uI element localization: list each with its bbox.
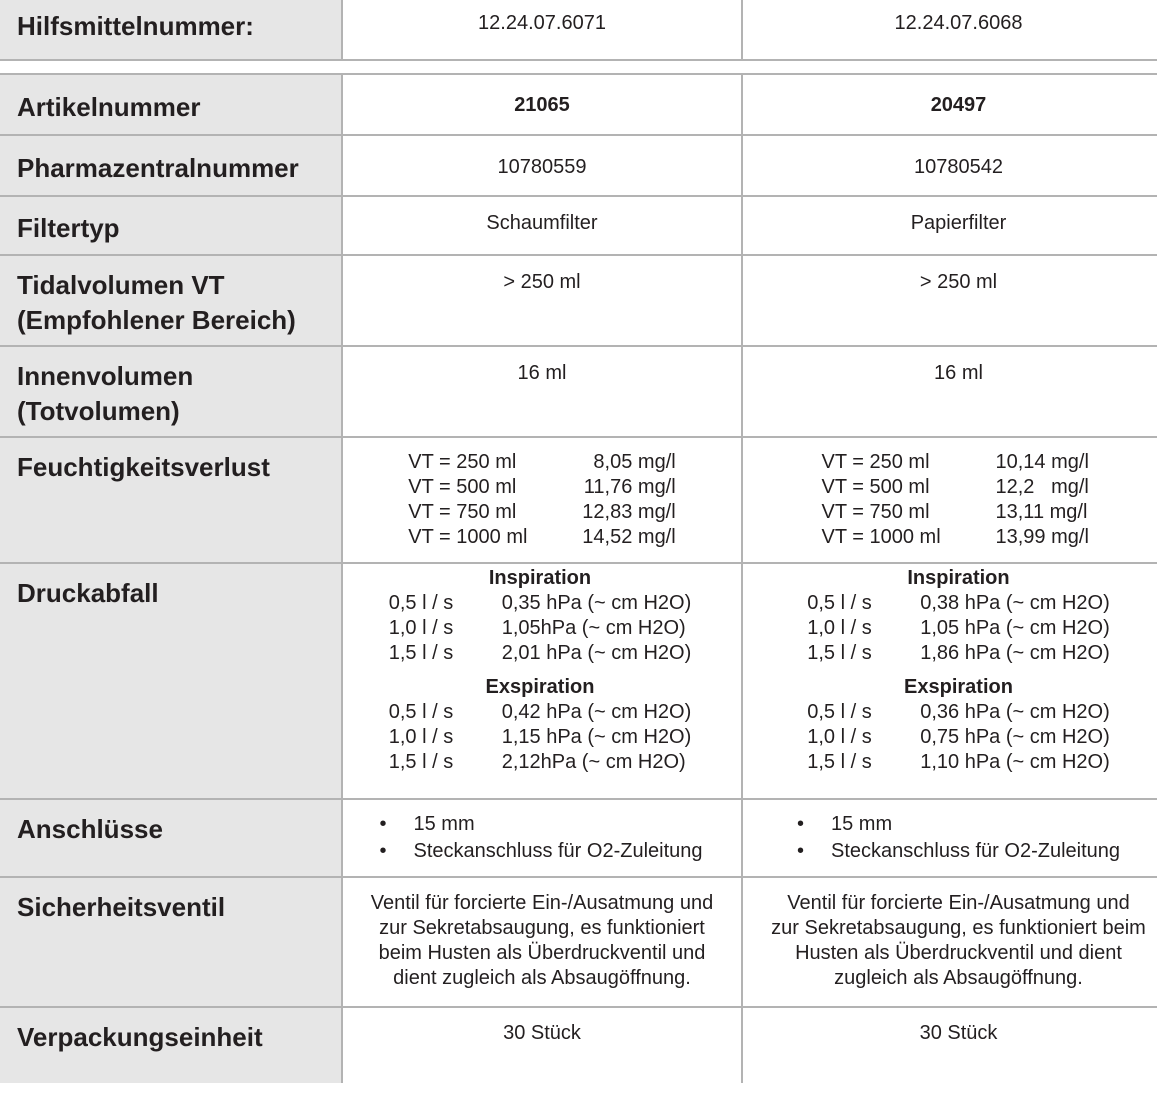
feucht-col2-grid [822, 450, 1096, 550]
feucht-label: Feuchtigkeitsverlust [0, 437, 342, 563]
artikel-label: Artikelnummer [0, 74, 342, 135]
innen-col1: 16 ml [342, 346, 742, 437]
druck-row [389, 700, 692, 725]
pressure: 1,10 hPa (~ cm H2O) [920, 751, 1110, 773]
list-item: • 15 mm [797, 811, 1120, 838]
flow: 1,5 l / s [807, 751, 872, 773]
feucht-value: 12,2 mg/l [995, 476, 1089, 498]
pressure: 1,05hPa (~ cm H2O) [501, 617, 686, 639]
druck-row [807, 641, 1110, 666]
filtertyp-col2: Papierfilter [742, 196, 1157, 255]
text-line: Ventil für forcierte Ein-/Ausatmung und [787, 892, 1130, 914]
sicherheit-col1 [342, 877, 742, 1007]
feucht-value: 13,11 mg/l [995, 501, 1088, 523]
row-anschluesse [0, 799, 1157, 877]
anschluesse-col2-list [797, 811, 1120, 865]
row-feucht [0, 437, 1157, 563]
druck-row [389, 725, 692, 750]
innen-label [0, 346, 342, 437]
artikel-col2: 20497 [742, 74, 1157, 135]
druck-row [389, 616, 692, 641]
artikel-col1: 21065 [342, 74, 742, 135]
row-verpackung [0, 1007, 1157, 1083]
pressure: 0,36 hPa (~ cm H2O) [920, 701, 1110, 723]
pressure: 0,42 hPa (~ cm H2O) [501, 701, 692, 723]
druck-row [389, 591, 692, 616]
flow: 1,5 l / s [388, 642, 454, 664]
list-item: • Steckanschluss für O2-Zuleitung [797, 838, 1120, 865]
anschluesse-col2 [742, 799, 1157, 877]
druck-col2 [742, 563, 1157, 799]
druck-row [807, 591, 1110, 616]
druck-col2-group [807, 566, 1110, 775]
anschluesse-label: Anschlüsse [0, 799, 342, 877]
flow: 1,5 l / s [388, 751, 454, 773]
flow: 0,5 l / s [388, 592, 454, 614]
tidal-col1: > 250 ml [342, 255, 742, 346]
flow: 0,5 l / s [807, 592, 872, 614]
flow: 1,0 l / s [388, 726, 454, 748]
feucht-vt: VT = 500 ml [821, 476, 930, 498]
text-line: Ventil für forcierte Ein-/Ausatmung und [370, 892, 714, 914]
verpackung-label: Verpackungseinheit [0, 1007, 342, 1083]
pressure: 0,35 hPa (~ cm H2O) [501, 592, 692, 614]
row-druck [0, 563, 1157, 799]
tidal-label-line1: Tidalvolumen VT [17, 270, 225, 300]
feucht-vt: VT = 750 ml [821, 501, 930, 523]
feucht-col2 [742, 437, 1157, 563]
flow: 1,0 l / s [807, 726, 872, 748]
text-line: beim Husten als Überdruckventil und [378, 942, 706, 964]
pressure: 1,15 hPa (~ cm H2O) [501, 726, 692, 748]
druck-row [807, 725, 1110, 750]
pressure: 0,38 hPa (~ cm H2O) [920, 592, 1110, 614]
druck-col1-group [389, 566, 692, 775]
filtertyp-label: Filtertyp [0, 196, 342, 255]
feucht-vt: VT = 750 ml [408, 501, 517, 523]
hilfsmittel-table [0, 0, 1157, 61]
druck-row [389, 750, 692, 775]
feucht-col1-grid [408, 450, 675, 550]
pressure: 1,05 hPa (~ cm H2O) [920, 617, 1110, 639]
spec-table [0, 73, 1157, 1083]
sicherheit-label: Sicherheitsventil [0, 877, 342, 1007]
row-innen [0, 346, 1157, 437]
hilfsmittel-label: Hilfsmittelnummer: [0, 0, 342, 60]
inspiration-heading: Inspiration [488, 567, 592, 589]
innen-label-line1: Innenvolumen [17, 361, 194, 391]
exspiration-heading: Exspiration [485, 676, 595, 698]
pressure: 2,01 hPa (~ cm H2O) [501, 642, 692, 664]
section-separator [0, 61, 1157, 73]
pressure: 1,86 hPa (~ cm H2O) [920, 642, 1110, 664]
pzn-col2: 10780542 [742, 135, 1157, 196]
sicherheit-col2 [742, 877, 1157, 1007]
filtertyp-col1: Schaumfilter [342, 196, 742, 255]
tidal-col2: > 250 ml [742, 255, 1157, 346]
text-line: zur Sekretabsaugung, es funktioniert beim [771, 917, 1146, 939]
row-filtertyp [0, 196, 1157, 255]
flow: 0,5 l / s [807, 701, 872, 723]
anschluesse-col1 [342, 799, 742, 877]
feucht-value: 14,52 mg/l [582, 526, 676, 548]
text-line: zugleich als Absaugöffnung. [834, 967, 1083, 989]
innen-label-line2: (Totvolumen) [17, 396, 180, 426]
feucht-value: 10,14 mg/l [995, 451, 1089, 473]
pzn-label: Pharmazentralnummer [0, 135, 342, 196]
flow: 1,0 l / s [388, 617, 454, 639]
list-item: • 15 mm [379, 811, 702, 838]
pzn-col1: 10780559 [342, 135, 742, 196]
feucht-value: 11,76 mg/l [583, 476, 676, 498]
feucht-col1 [342, 437, 742, 563]
feucht-vt: VT = 1000 ml [408, 526, 528, 548]
feucht-vt: VT = 250 ml [408, 451, 517, 473]
text-line: zur Sekretabsaugung, es funktioniert [379, 917, 705, 939]
row-pzn [0, 135, 1157, 196]
inspiration-heading: Inspiration [907, 567, 1010, 589]
druck-label: Druckabfall [0, 563, 342, 799]
feucht-vt: VT = 1000 ml [821, 526, 941, 548]
druck-row [807, 616, 1110, 641]
pressure: 2,12hPa (~ cm H2O) [501, 751, 686, 773]
row-tidal [0, 255, 1157, 346]
flow: 1,5 l / s [807, 642, 872, 664]
druck-row [389, 641, 692, 666]
anschluesse-col1-list [379, 811, 702, 865]
feucht-vt: VT = 500 ml [408, 476, 517, 498]
tidal-label [0, 255, 342, 346]
feucht-vt: VT = 250 ml [821, 451, 930, 473]
exspiration-heading: Exspiration [904, 676, 1013, 698]
hilfsmittel-col2: 12.24.07.6068 [742, 0, 1157, 60]
tidal-label-line2: (Empfohlener Bereich) [17, 305, 296, 335]
feucht-value: 13,99 mg/l [995, 526, 1089, 548]
druck-col1 [342, 563, 742, 799]
feucht-value: 8,05 mg/l [593, 451, 676, 473]
list-item: • Steckanschluss für O2-Zuleitung [379, 838, 702, 865]
text-line: Husten als Überdruckventil und dient [795, 942, 1122, 964]
verpackung-col1: 30 Stück [342, 1007, 742, 1083]
feucht-value: 12,83 mg/l [582, 501, 676, 523]
text-line: dient zugleich als Absaugöffnung. [393, 967, 691, 989]
pressure: 0,75 hPa (~ cm H2O) [920, 726, 1110, 748]
druck-row [807, 700, 1110, 725]
innen-col2: 16 ml [742, 346, 1157, 437]
row-sicherheit [0, 877, 1157, 1007]
verpackung-col2: 30 Stück [919, 1022, 998, 1044]
druck-row [807, 750, 1110, 775]
flow: 1,0 l / s [807, 617, 872, 639]
hilfsmittel-row [0, 0, 1157, 60]
row-artikel [0, 74, 1157, 135]
flow: 0,5 l / s [388, 701, 454, 723]
hilfsmittel-col1: 12.24.07.6071 [342, 0, 742, 60]
